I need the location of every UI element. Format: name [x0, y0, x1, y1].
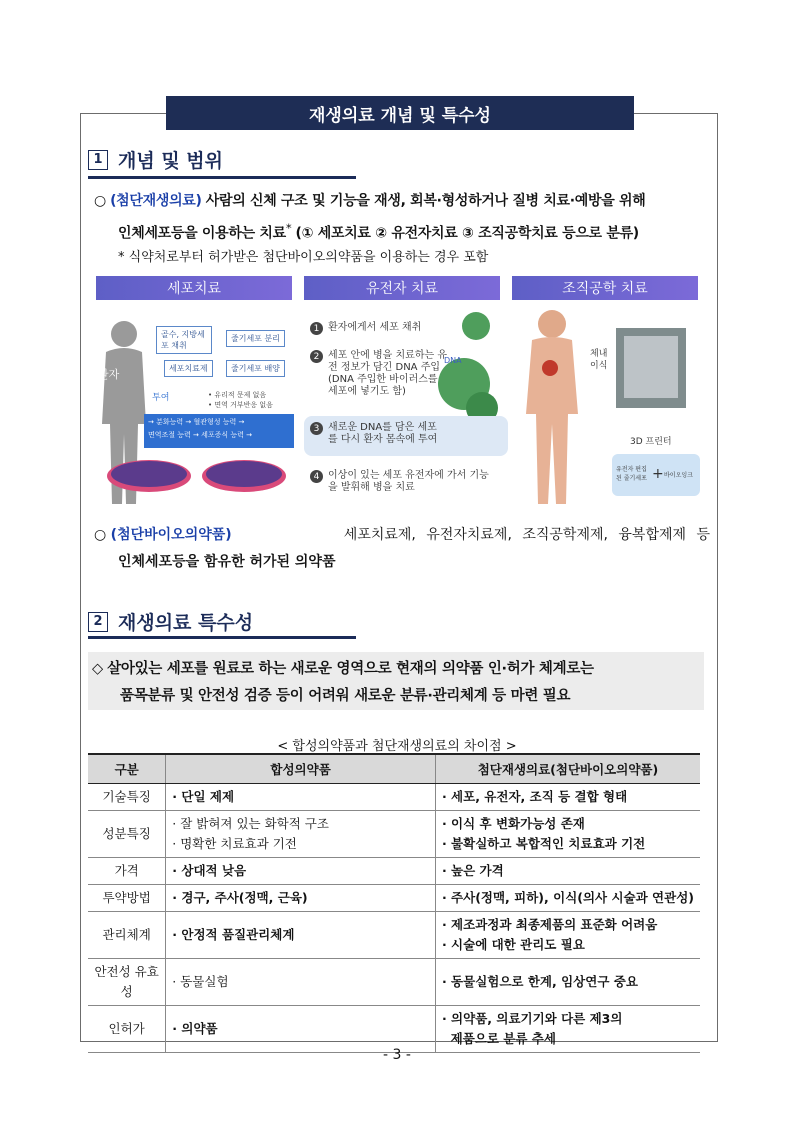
bullet1 — [94, 188, 710, 248]
comparison-table-body — [88, 784, 700, 1053]
header-synthetic: 합성의약품 — [166, 754, 436, 784]
section2-heading — [88, 608, 253, 635]
footnote: * 식약처로부터 허가받은 첨단바이오의약품을 이용하는 경우 포함 — [118, 250, 489, 265]
plus-sign: + — [652, 466, 664, 482]
bullet2-marker: ○ — [94, 527, 107, 543]
body-and-printer-icon — [512, 304, 702, 510]
cell-line: · 의약품 — [172, 1021, 218, 1036]
row-synthetic — [166, 858, 436, 885]
table-caption: < 합성의약품과 첨단재생의료의 차이점 > — [277, 739, 517, 754]
row-synthetic — [166, 784, 436, 811]
page-number: - 3 - — [383, 1047, 411, 1063]
cell-line: · 동물실험 — [172, 974, 229, 989]
table-row — [88, 912, 700, 959]
cell-line: · 경구, 주사(정맥, 근육) — [172, 890, 308, 905]
gene-therapy-banner: 유전자 치료 — [304, 276, 500, 300]
table-row — [88, 1006, 700, 1053]
row-category: 안전성 유효성 — [88, 959, 166, 1006]
cell-line: · 안정적 품질관리체계 — [172, 927, 295, 942]
table-row — [88, 959, 700, 1006]
section1-rule — [88, 176, 356, 179]
bullet2-line1: 세포치료제, 유전자치료제, 조직공학제제, 융복합제제 등 — [343, 527, 710, 543]
section1-heading — [88, 146, 223, 173]
row-advanced — [435, 885, 700, 912]
inject-label: 투여 — [152, 393, 170, 403]
header-category: 구분 — [88, 754, 166, 784]
cell-line: · 동물실험으로 한계, 임상연구 중요 — [441, 974, 638, 989]
cell-line: · 명확한 치료효과 기전 — [172, 836, 297, 851]
section2-rule — [88, 636, 356, 639]
bullet1-marker: ○ — [94, 193, 106, 209]
cell-line: · 단일 제제 — [172, 789, 235, 804]
dna-label: DNA — [444, 356, 462, 365]
row-category: 투약방법 — [88, 885, 166, 912]
cell-therapy-banner: 세포치료 — [96, 276, 292, 300]
ability-line1: → 분화능력 → 혈관형성 능력 → — [148, 418, 245, 426]
cell-line: · 시술에 대한 관리도 필요 — [441, 937, 585, 952]
specialty-summary — [92, 656, 700, 710]
row-synthetic — [166, 912, 436, 959]
gene-step-3: 3 새로운 DNA를 담은 세포를 다시 환자 몸속에 투여 — [310, 422, 446, 446]
row-synthetic — [166, 885, 436, 912]
bullet1-line2: 인체세포등을 이용하는 치료 — [118, 225, 286, 242]
row-synthetic — [166, 811, 436, 858]
row-category: 인허가 — [88, 1006, 166, 1053]
header-advanced: 첨단재생의료(첨단바이오의약품) — [435, 754, 700, 784]
flow-step-culture: 줄기세포 배양 — [226, 360, 285, 377]
row-advanced — [435, 1006, 700, 1053]
printer-label: 3D 프린터 — [630, 437, 672, 447]
cell-line: · 세포, 유전자, 조직 등 결합 형태 — [441, 789, 628, 804]
bullet1-footnote-mark: * — [285, 221, 292, 235]
section2-number: 2 — [88, 612, 108, 632]
gene-step-2: 2 세포 안에 병을 치료하는 유전 정보가 담긴 DNA 주입 (DNA 주입한 바이러스를 세포에 넣기도 함) — [310, 350, 450, 398]
summary-line2: 품목분류 및 안전성 검증 등이 어려워 새로운 분류·관리체계 등 마련 필요 — [120, 688, 571, 704]
cell-line: · 제조과정과 최종제품의 표준화 어려움 — [441, 917, 658, 932]
bullet1-term: (첨단재생의료) — [110, 193, 202, 209]
row-advanced — [435, 912, 700, 959]
row-synthetic — [166, 959, 436, 1006]
cell-line: · 상대적 낮음 — [172, 863, 247, 878]
cell-line: · 이식 후 변화가능성 존재 — [441, 816, 585, 831]
table-row — [88, 811, 700, 858]
summary-marker: ◇ — [92, 661, 103, 677]
cell-line: · 높은 가격 — [441, 863, 504, 878]
row-category: 관리체계 — [88, 912, 166, 959]
section2-title: 재생의료 특수성 — [118, 612, 254, 634]
table-header-row — [88, 754, 700, 784]
row-advanced — [435, 784, 700, 811]
tissue-therapy-banner: 조직공학 치료 — [512, 276, 698, 300]
comparison-table — [88, 753, 700, 1053]
gene-therapy-illustration — [304, 304, 508, 510]
table-row — [88, 784, 700, 811]
bullet2-term: (첨단바이오의약품) — [110, 527, 232, 543]
page-title: 재생의료 개념 및 특수성 — [166, 96, 634, 130]
gene-step-4: 4 이상이 있는 세포 유전자에 가서 기능을 발휘해 병을 치료 — [310, 470, 498, 494]
flow-step-collect: 골수, 지방세포 채취 — [156, 326, 212, 354]
ink-gene-edited: 유전자 편집된 줄기세포 — [616, 466, 647, 482]
property-immune: • 면역 거부반응 없음 — [208, 401, 273, 409]
row-category: 성분특징 — [88, 811, 166, 858]
gene-step-1: 1 환자에게서 세포 채취 — [310, 322, 458, 335]
ink-bio: 바이오잉크 — [664, 472, 693, 479]
bullet2 — [94, 522, 710, 576]
cell-therapy-illustration — [94, 304, 298, 510]
summary-line1: 살아있는 세포를 원료로 하는 새로운 영역으로 현재의 의약품 인·허가 체계로는 — [107, 661, 594, 677]
property-ethics: • 유리적 문제 없음 — [208, 391, 267, 399]
row-category: 기술특징 — [88, 784, 166, 811]
row-advanced — [435, 959, 700, 1006]
bullet1-line3: (① 세포치료 ② 유전자치료 ③ 조직공학치료 등으로 분류) — [295, 225, 639, 242]
row-synthetic — [166, 1006, 436, 1053]
bullet1-line1: 사람의 신체 구조 및 기능을 재생, 회복·형성하거나 질병 치료·예방을 위해 — [205, 193, 646, 209]
table-row — [88, 885, 700, 912]
ability-line2: 면역조절 능력 → 세포증식 능력 → — [148, 431, 252, 439]
row-category: 가격 — [88, 858, 166, 885]
section1-number: 1 — [88, 150, 108, 170]
bullet2-line2: 인체세포등을 함유한 허가된 의약품 — [118, 554, 336, 570]
transplant-label: 체내 이식 — [590, 349, 608, 371]
tissue-therapy-illustration — [512, 304, 702, 510]
row-advanced — [435, 858, 700, 885]
cell-line: 제품으로 분류 추세 — [441, 1031, 556, 1046]
flow-step-product: 세포치료제 — [164, 360, 213, 377]
section1-title: 개념 및 범위 — [118, 150, 223, 172]
cell-line: · 주사(정맥, 피하), 이식(의사 시술과 연관성) — [441, 890, 694, 905]
cell-line: · 잘 밝혀져 있는 화학적 구조 — [172, 816, 329, 831]
flow-step-separate: 줄기세포 분리 — [226, 330, 285, 347]
row-advanced — [435, 811, 700, 858]
cell-line: · 불확실하고 복합적인 치료효과 기전 — [441, 836, 646, 851]
patient-label: 환자 — [98, 368, 120, 381]
cell-line: · 의약품, 의료기기와 다른 제3의 — [441, 1011, 623, 1026]
table-row — [88, 858, 700, 885]
